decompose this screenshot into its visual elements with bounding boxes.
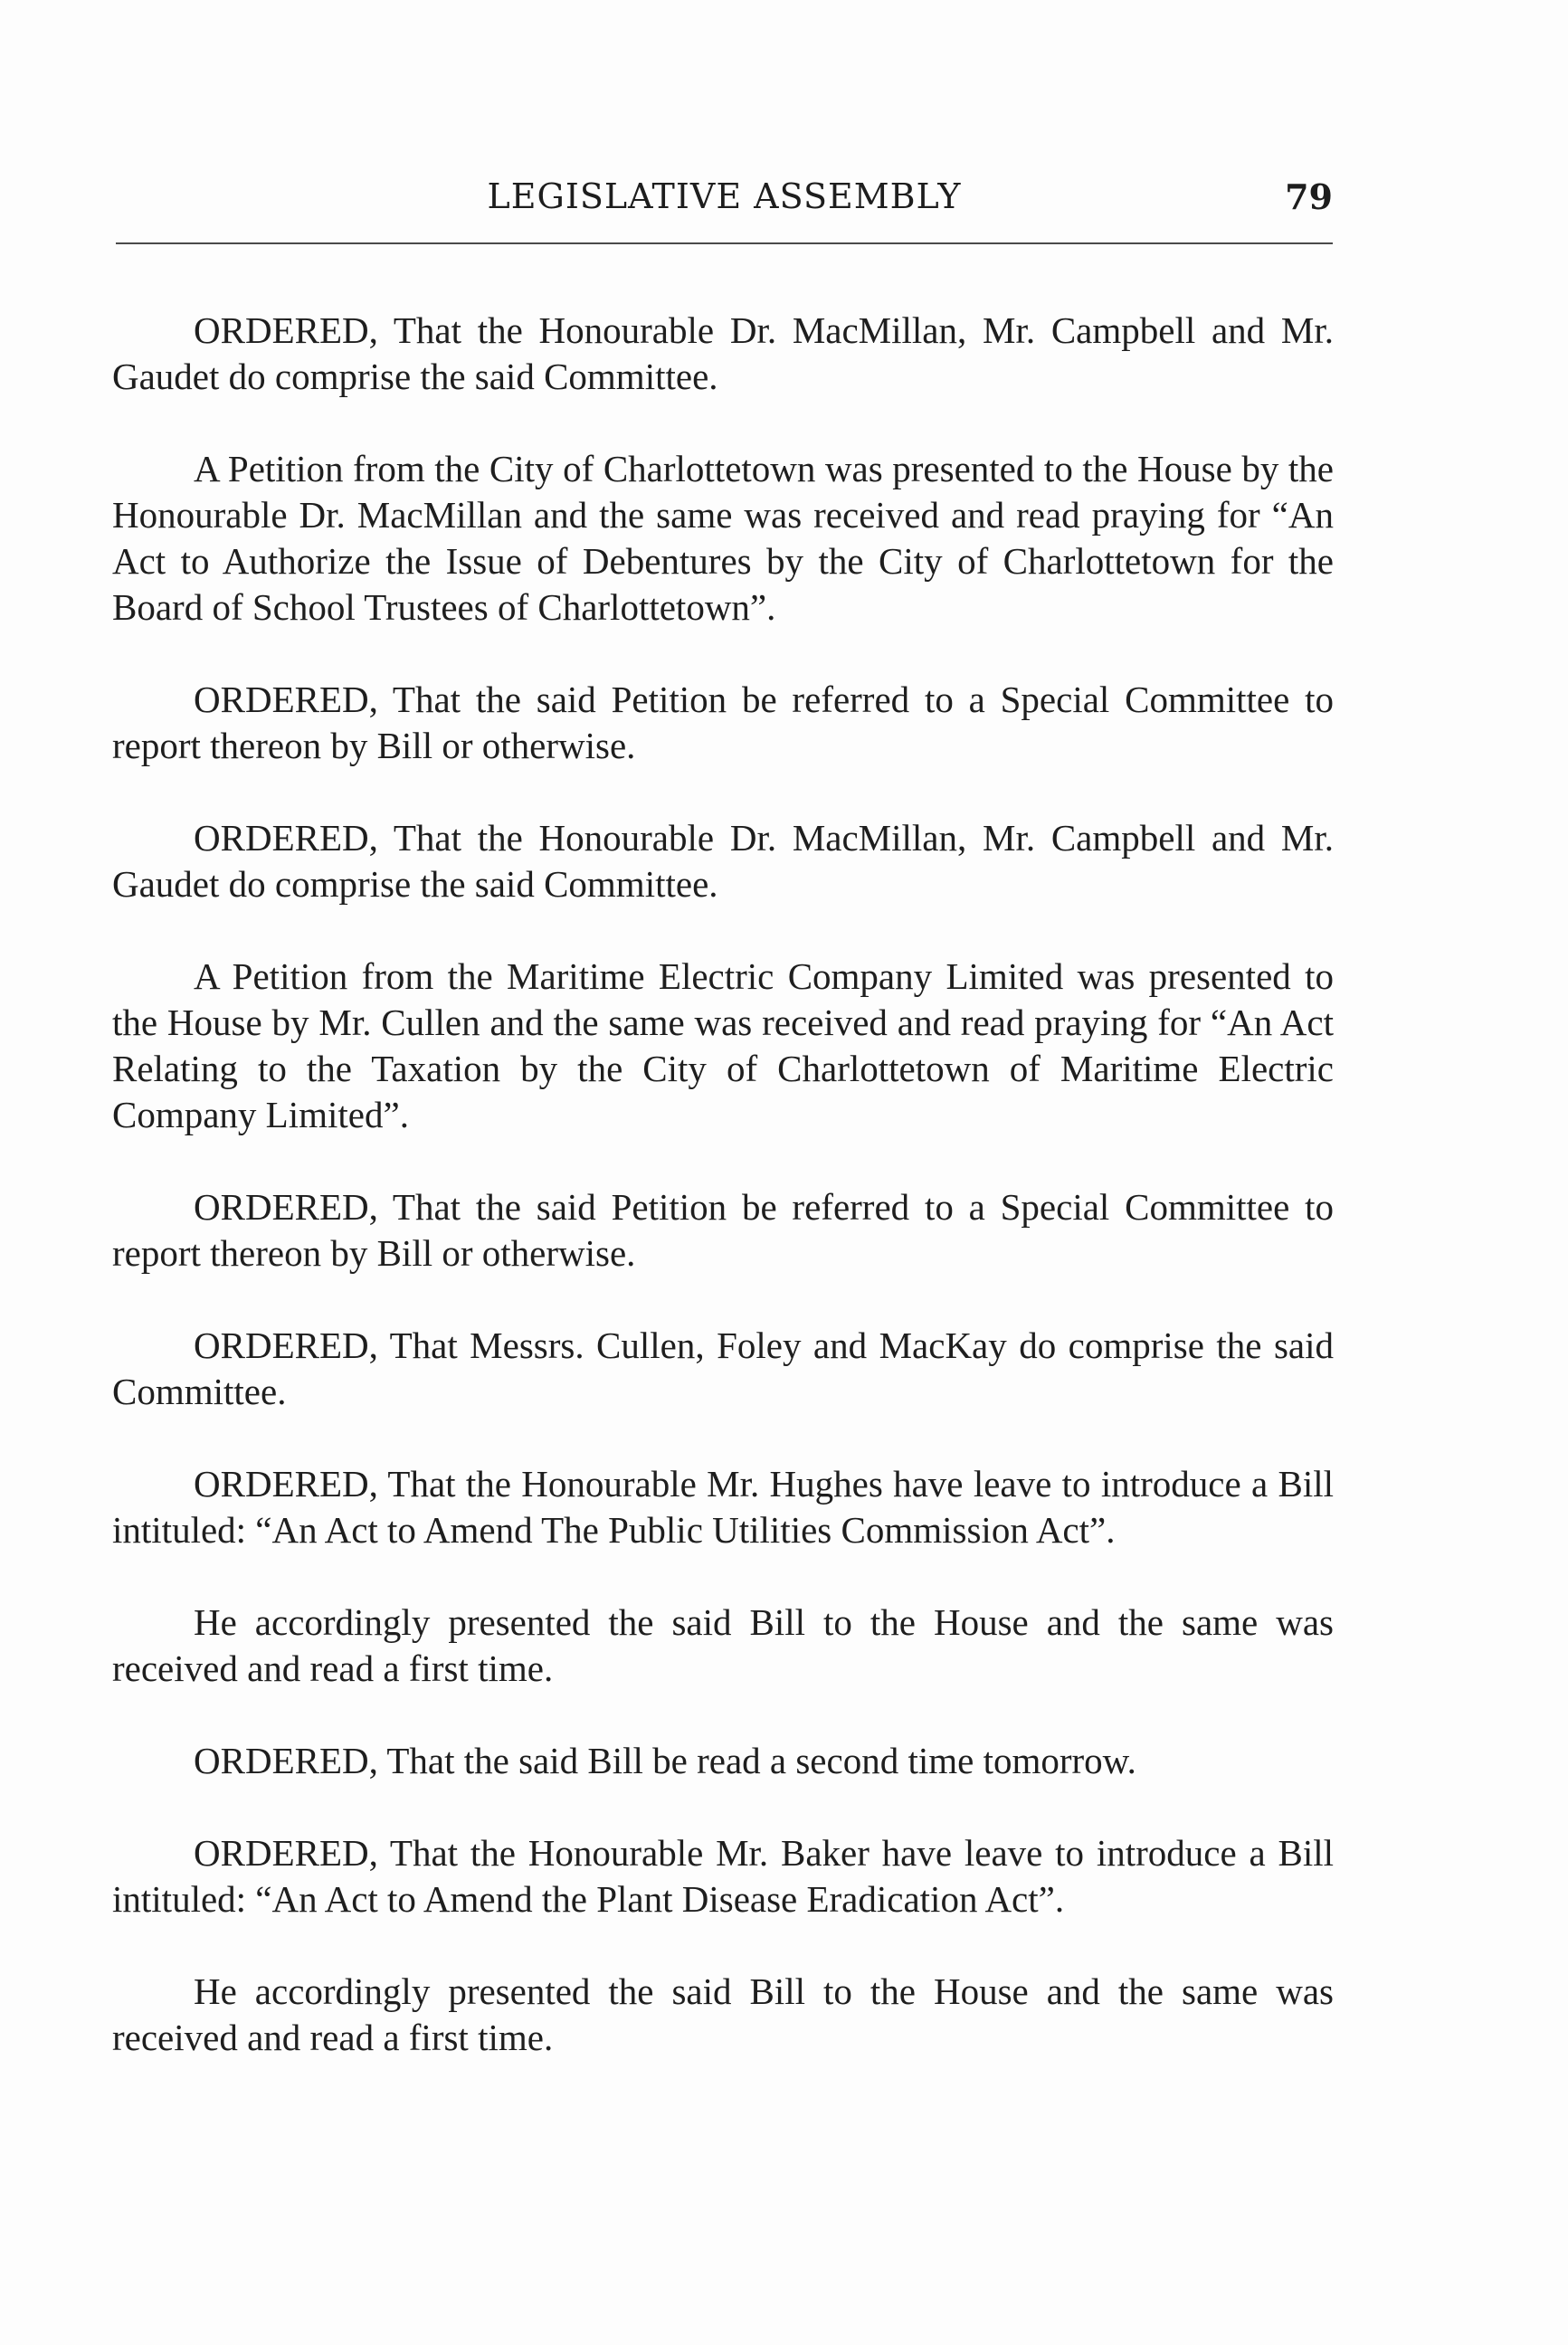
paragraph: ORDERED, That the Honourable Dr. MacMillan, Mr. Campbell and Mr. Gaudet do comprise the said Committee. [112,309,1334,397]
paragraph: ORDERED, That the said Petition be referred to a Special Committee to report thereon by Bill or otherwise. [112,1186,1334,1274]
paragraph: ORDERED, That the Honourable Dr. MacMillan, Mr. Campbell and Mr. Gaudet do comprise the said Committee. [112,817,1334,905]
paragraph: ORDERED, That the Honourable Mr. Hughes have leave to introduce a Bill intituled: “An Act to Amend The Public Utilities Commission Act”. [112,1463,1334,1551]
paragraph: He accordingly presented the said Bill to the House and the same was received and read a first time. [112,1601,1334,1689]
paragraph: A Petition from the City of Charlottetown was presented to the House by the Honourable Dr. MacMillan and the same was received and read praying for “An Act to Authorize the Issue of Debentures by the City of Charlottetown for the Board of School Trustees of Charlottetown”. [112,448,1334,628]
paragraph: He accordingly presented the said Bill to the House and the same was received and read a first time. [112,1970,1334,2058]
paragraph: A Petition from the Maritime Electric Company Limited was presented to the House by Mr. Cullen and the same was received and read praying for “An Act Relating to the Taxation by the City of Charlottetown of Maritime Electric Company Limited”. [112,955,1334,1135]
running-title: LEGISLATIVE ASSEMBLY [487,176,962,216]
paragraph: ORDERED, That Messrs. Cullen, Foley and MacKay do comprise the said Committee. [112,1324,1334,1412]
page-header [116,176,1333,240]
header-rule [116,242,1333,244]
page-body [112,308,1334,2061]
paragraph: ORDERED, That the Honourable Mr. Baker have leave to introduce a Bill intituled: “An Act to Amend the Plant Disease Eradication Act”. [112,1832,1334,1920]
paragraph: ORDERED, That the said Bill be read a second time tomorrow. [194,1740,1136,1781]
page-number: 79 [1285,176,1333,217]
paragraph: ORDERED, That the said Petition be referred to a Special Committee to report thereon by Bill or otherwise. [112,679,1334,766]
